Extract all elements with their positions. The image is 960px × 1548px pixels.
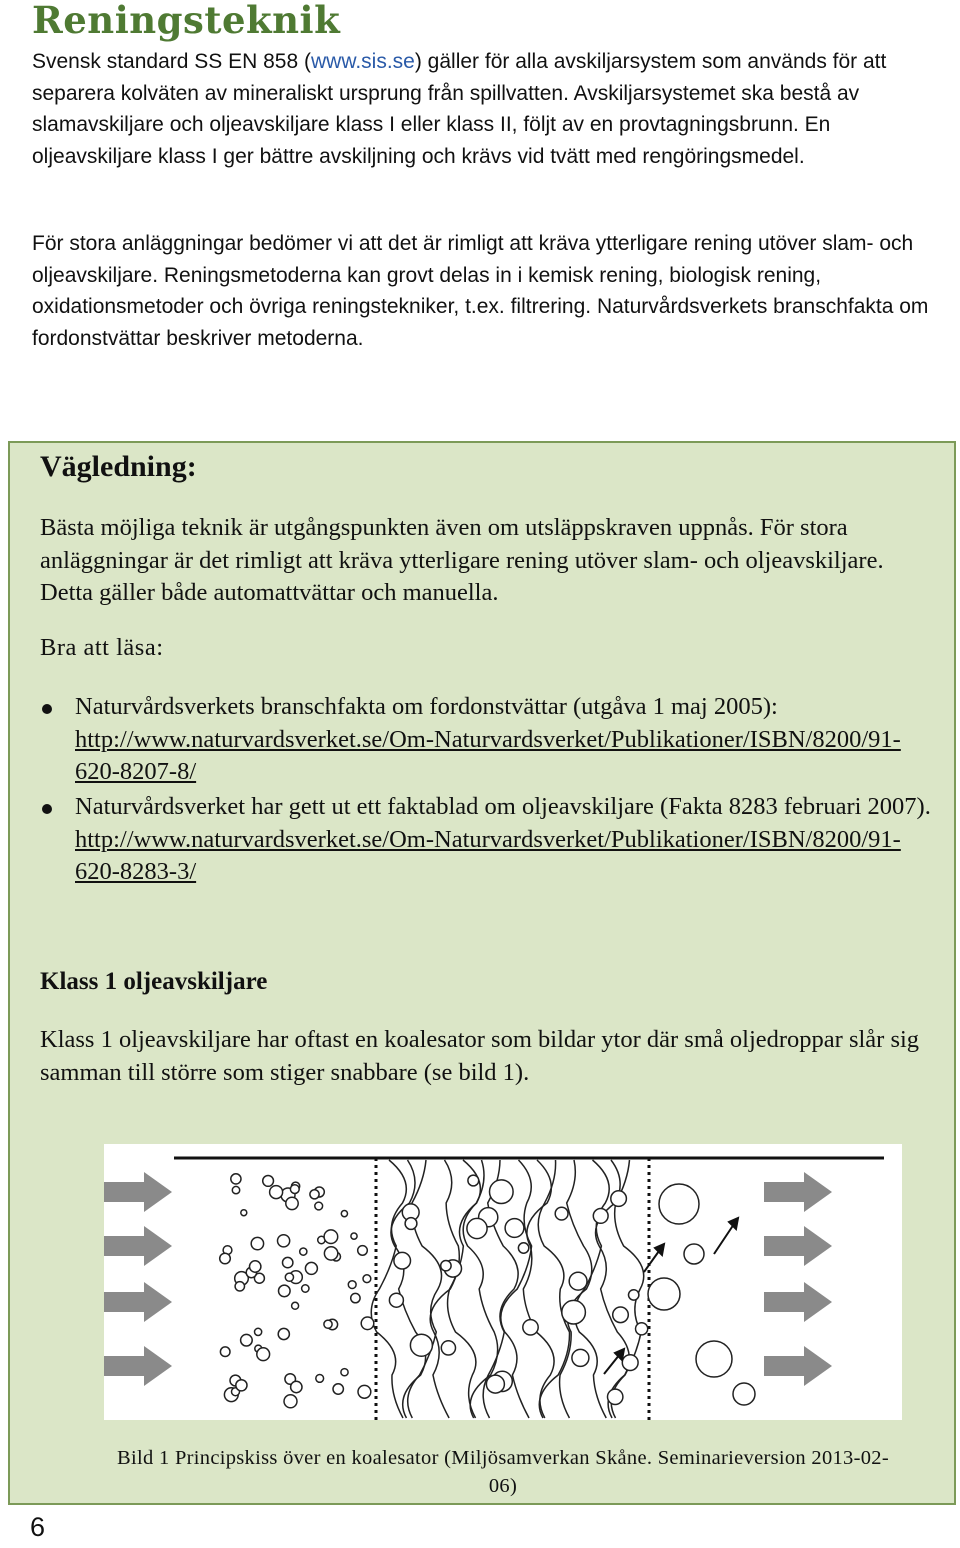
small-oil-droplet	[292, 1302, 299, 1309]
intro-text-2: ) gäller för alla avskiljarsystem som används för att separera kolväten av mineraliskt ursprung från spillvatten. Avskiljarsystemet ska bestå av slamavskiljare och oljeavskiljare klass I eller klass II, följt av en provtagningsbrunn. En oljeavskiljare klass I ger bättre avskiljning och krävs vid tvätt med rengöringsmedel.	[32, 50, 887, 168]
class1-text: Klass 1 oljeavskiljare har oftast en koalesator som bildar ytor där små oljedroppar slår sig samman till större som stiger snabbare (se bild 1).	[40, 1026, 920, 1086]
fiber-strand	[523, 1160, 554, 1418]
large-oil-droplet	[684, 1244, 704, 1264]
fiber-strand	[408, 1160, 442, 1418]
small-oil-droplet	[279, 1285, 291, 1297]
small-oil-droplet	[348, 1281, 356, 1289]
small-oil-droplet	[278, 1328, 289, 1339]
small-oil-droplet	[284, 1395, 297, 1408]
coalescing-oil-droplet	[572, 1349, 589, 1366]
flow-arrow-icon	[764, 1226, 832, 1266]
coalescing-oil-droplet	[636, 1323, 648, 1335]
coalescing-oil-droplet	[611, 1191, 627, 1207]
coalescing-oil-droplet	[410, 1334, 432, 1356]
coalescing-oil-droplet	[593, 1209, 608, 1224]
guidance-heading: Vägledning:	[40, 450, 197, 483]
intro-paragraph	[32, 46, 947, 172]
small-oil-droplet	[351, 1293, 360, 1302]
small-oil-droplet	[241, 1334, 253, 1346]
small-oil-droplet	[251, 1237, 263, 1249]
reading-list-item	[75, 791, 935, 889]
sis-link[interactable]: www.sis.se	[310, 50, 415, 73]
flow-arrow-icon	[104, 1346, 172, 1386]
small-oil-droplet	[358, 1385, 371, 1398]
small-oil-droplet	[290, 1185, 299, 1194]
coalescing-oil-droplet	[389, 1293, 403, 1307]
intro-text-1: Svensk standard SS EN 858 (	[32, 50, 311, 73]
small-oil-droplet	[283, 1257, 293, 1267]
reading-list-item	[75, 691, 935, 789]
reading-item-text: Naturvårdsverkets branschfakta om fordonstvättar (utgåva 1 maj 2005):	[75, 693, 778, 720]
methods-paragraph: För stora anläggningar bedömer vi att det är rimligt att kräva ytterligare rening utöver slam- och oljeavskiljare. Reningsmetoderna kan grovt delas in i kemisk rening, biologisk rening, oxidationsmetoder och övriga reningstekniker, t.ex. filtrering. Naturvårdsverkets branschfakta om fordonstvättar beskriver metoderna.	[32, 232, 929, 350]
small-oil-droplet	[286, 1197, 298, 1209]
coalescer-figure	[104, 1144, 902, 1420]
coalescing-oil-droplet	[467, 1218, 487, 1238]
figure-caption: Bild 1 Principskiss över en koalesator (Miljösamverkan Skåne. Seminarieversion 2013-02- 06)	[117, 1447, 889, 1497]
flow-arrow-icon	[764, 1172, 832, 1212]
small-oil-droplet	[220, 1347, 230, 1357]
small-oil-droplet	[270, 1186, 283, 1199]
large-oil-droplet	[696, 1341, 732, 1377]
flow-arrow-icon	[104, 1226, 172, 1266]
small-oil-droplet	[324, 1320, 332, 1328]
coalescing-oil-droplet	[569, 1272, 587, 1290]
small-oil-droplet	[285, 1273, 293, 1281]
fiber-strand	[538, 1160, 569, 1418]
small-oil-droplet	[341, 1211, 347, 1217]
coalescing-oil-droplet	[405, 1218, 417, 1230]
small-oil-droplet	[220, 1253, 231, 1264]
small-oil-droplet	[333, 1384, 343, 1394]
coalescing-oil-droplet	[613, 1307, 629, 1323]
small-oil-droplet	[278, 1235, 290, 1247]
class1-heading: Klass 1 oljeavskiljare	[40, 968, 268, 995]
bullet-icon	[42, 704, 52, 714]
fiber-strand	[448, 1160, 481, 1418]
small-oil-droplet	[315, 1202, 323, 1210]
coalescing-oil-droplet	[518, 1243, 528, 1253]
small-oil-droplet	[316, 1375, 324, 1383]
small-oil-droplet	[361, 1317, 374, 1330]
fiber-strand	[430, 1160, 459, 1418]
large-oil-droplet	[733, 1383, 755, 1405]
small-oil-droplet	[291, 1381, 302, 1392]
small-oil-droplet	[310, 1190, 319, 1199]
reading-item-link[interactable]: http://www.naturvardsverket.se/Om-Naturvardsverket/Publikationer/ISBN/8200/91-620-8207-8/	[75, 725, 901, 785]
small-oil-droplet	[363, 1275, 371, 1283]
small-oil-droplet	[236, 1380, 247, 1391]
small-oil-droplet	[324, 1230, 338, 1244]
coalescing-oil-droplet	[555, 1207, 568, 1220]
flow-arrow-icon	[104, 1282, 172, 1322]
small-oil-droplet	[232, 1186, 239, 1193]
small-oil-droplet	[300, 1248, 307, 1255]
small-oil-droplet	[257, 1348, 270, 1361]
flow-arrow-icon	[764, 1346, 832, 1386]
large-oil-droplet	[659, 1184, 699, 1224]
coalescing-oil-droplet	[629, 1290, 639, 1300]
small-oil-droplet	[305, 1262, 317, 1274]
fiber-strand	[391, 1160, 426, 1418]
guidance-text: Bästa möjliga teknik är utgångspunkten även om utsläppskraven uppnås. För stora anläggningar är det rimligt att kräva ytterligare rening utöver slam- och oljeavskiljare. Detta gäller både automattvättar och manuella.	[40, 514, 884, 606]
coalescing-oil-droplet	[394, 1252, 411, 1269]
coalescing-oil-droplet	[468, 1175, 479, 1186]
flow-arrow-icon	[104, 1172, 172, 1212]
small-oil-droplet	[263, 1176, 274, 1187]
coalescing-oil-droplet	[622, 1355, 638, 1371]
small-oil-droplet	[235, 1282, 244, 1291]
flow-arrow-icon	[764, 1282, 832, 1322]
coalescing-oil-droplet	[441, 1341, 455, 1355]
coalescing-oil-droplet	[505, 1219, 524, 1238]
coalescing-oil-droplet	[486, 1375, 504, 1393]
fiber-strand	[371, 1160, 406, 1418]
small-oil-droplet	[341, 1369, 348, 1376]
coalescer-diagram	[104, 1144, 902, 1420]
reading-item-link[interactable]: http://www.naturvardsverket.se/Om-Naturvardsverket/Publikationer/ISBN/8200/91-620-8283-3/	[75, 825, 901, 885]
page-number: 6	[30, 1512, 46, 1542]
page-title: Reningsteknik	[32, 0, 341, 42]
rising-arrowhead	[729, 1218, 738, 1229]
bullet-icon	[42, 804, 52, 814]
small-oil-droplet	[324, 1247, 337, 1260]
read-more-heading: Bra att läsa:	[40, 634, 164, 661]
coalescing-oil-droplet	[441, 1261, 451, 1271]
coalescing-oil-droplet	[523, 1320, 538, 1335]
coalescing-oil-droplet	[562, 1300, 586, 1324]
small-oil-droplet	[358, 1246, 368, 1256]
small-oil-droplet	[231, 1174, 241, 1184]
large-oil-droplet	[648, 1278, 680, 1310]
small-oil-droplet	[302, 1285, 309, 1292]
coalescing-oil-droplet	[608, 1389, 623, 1404]
reading-item-text: Naturvårdsverket har gett ut ett faktablad om oljeavskiljare (Fakta 8283 februari 2007).	[75, 793, 931, 820]
small-oil-droplet	[351, 1233, 357, 1239]
oil-droplets	[220, 1174, 755, 1408]
small-oil-droplet	[241, 1210, 247, 1216]
coalescing-oil-droplet	[490, 1180, 514, 1204]
small-oil-droplet	[250, 1261, 261, 1272]
small-oil-droplet	[255, 1328, 262, 1335]
